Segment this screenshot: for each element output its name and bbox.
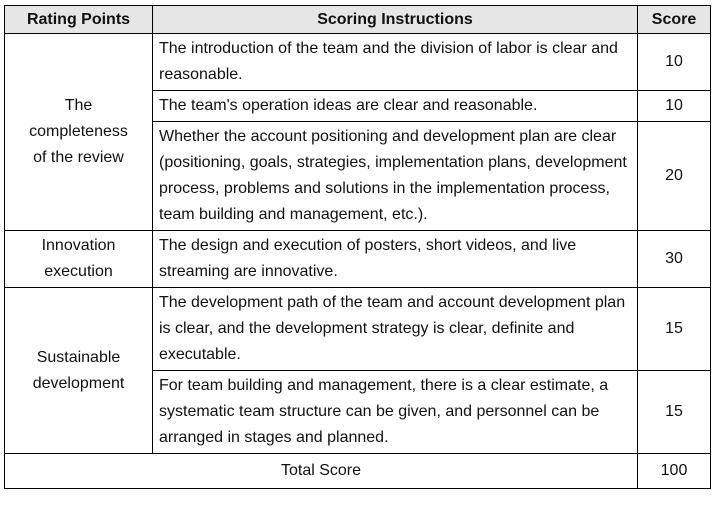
category-label-line: Sustainable [36,348,121,366]
table-row [5,34,711,91]
score-cell: 10 [638,91,711,122]
instruction-cell: The development path of the team and account development plan is clear, and the development strategy is clear, definite and executable. [153,288,638,371]
category-sustainable-development [5,288,153,454]
instruction-cell: The introduction of the team and the division of labor is clear and reasonable. [153,34,638,91]
instruction-cell: For team building and management, there is a clear estimate, a systematic team structure can be given, and personnel can be arranged in stages and planned. [153,371,638,454]
category-completeness [5,34,153,231]
total-score: 100 [638,454,711,489]
score-cell: 15 [638,371,711,454]
header-scoring-instructions: Scoring Instructions [153,6,638,34]
score-cell: 10 [638,34,711,91]
score-cell: 20 [638,122,711,231]
header-score: Score [638,6,711,34]
header-rating-points: Rating Points [5,6,153,34]
category-label-line: Innovation [41,237,116,254]
category-innovation-execution [5,231,153,288]
category-label-line: execution [44,263,113,280]
total-label: Total Score [5,454,638,489]
header-row [5,6,711,34]
scoring-rubric-table [4,5,711,489]
total-row [5,454,711,489]
table-row [5,231,711,288]
instruction-cell: Whether the account positioning and development plan are clear (positioning, goals, strategies, implementation plans, development process, problems and solutions in the implementation process, team building and management, etc.). [153,122,638,231]
instruction-cell: The design and execution of posters, short videos, and live streaming are innovative. [153,231,638,288]
instruction-cell: The team's operation ideas are clear and reasonable. [153,91,638,122]
category-label-line: development [32,374,125,392]
category-label-line: of the review [33,149,124,166]
category-label-line: completeness [29,123,128,140]
score-cell: 15 [638,288,711,371]
score-cell: 30 [638,231,711,288]
category-label-line: The [64,97,93,114]
table-row [5,288,711,371]
